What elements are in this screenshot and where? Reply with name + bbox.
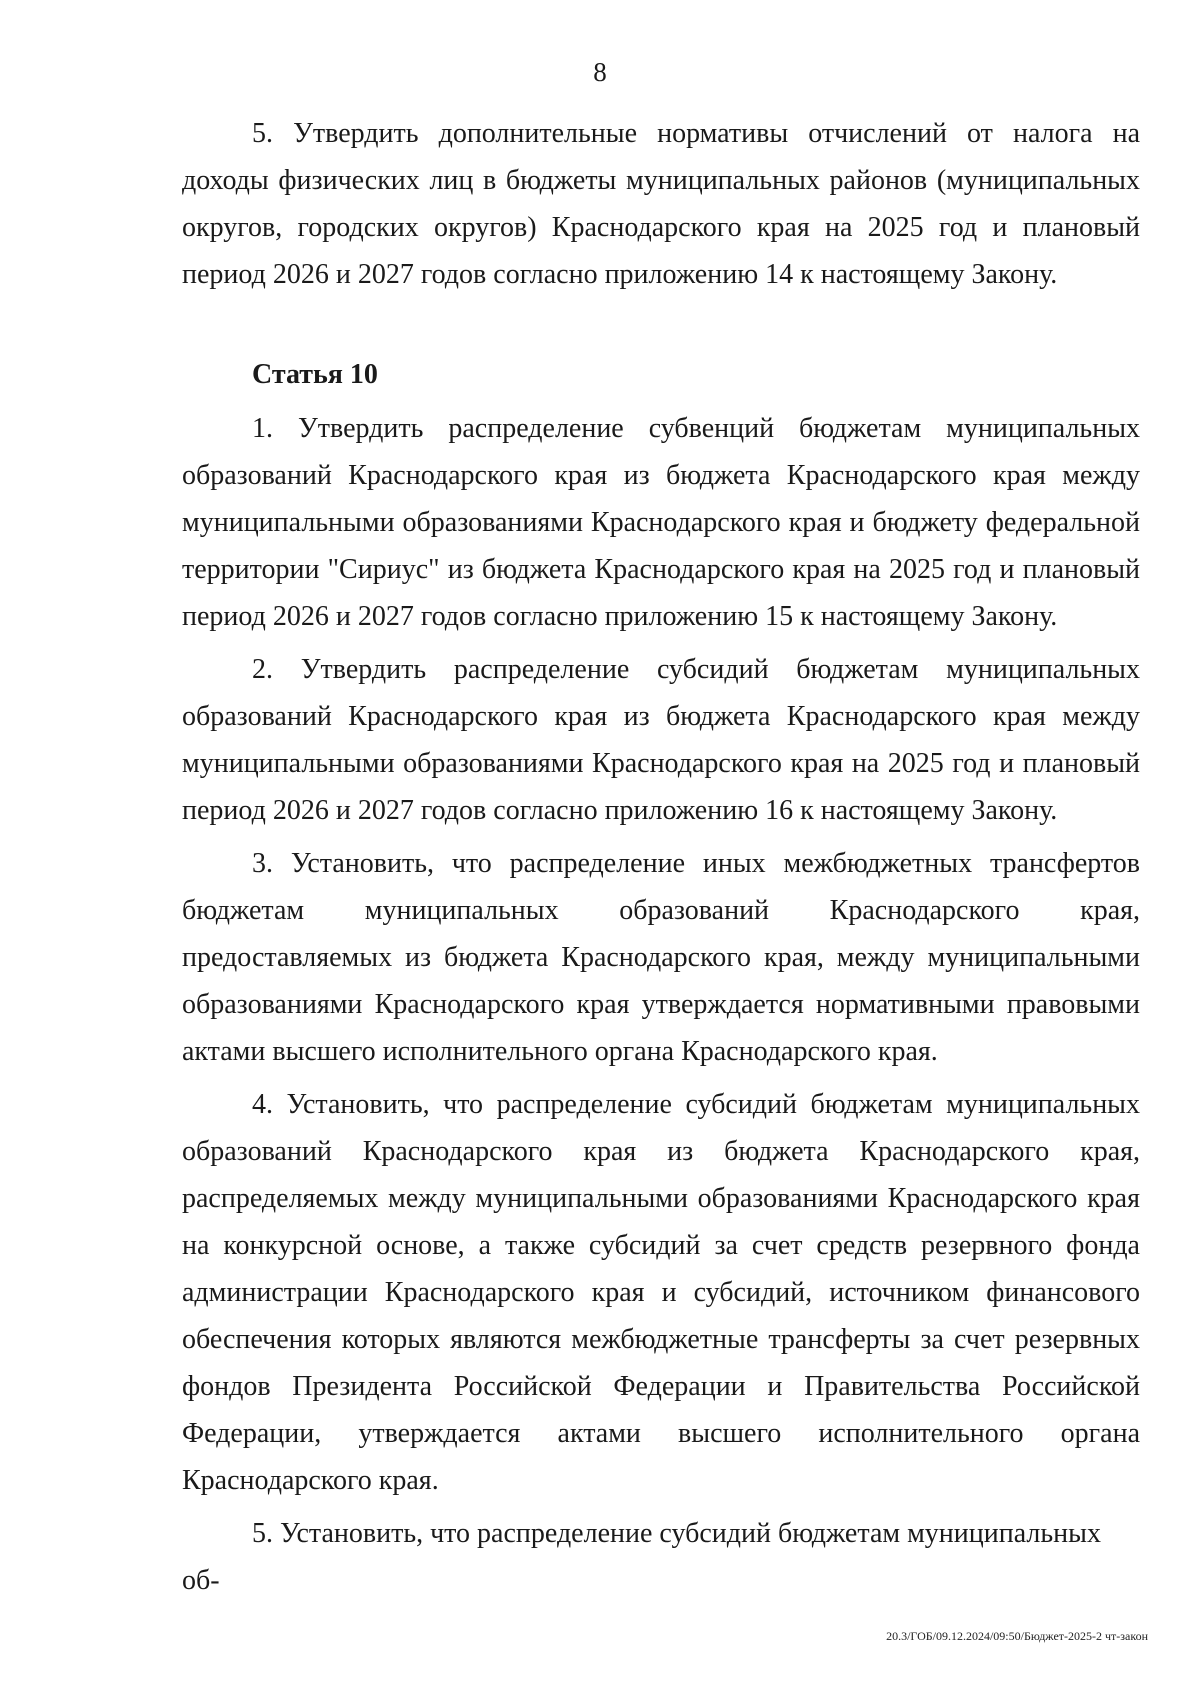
document-code-footer: 20.3/ГОБ/09.12.2024/09:50/Бюджет-2025-2 чт-закон [886, 1629, 1148, 1643]
paragraph-5-tax-norms: 5. Утвердить дополнительные нормативы отчислений от налога на доходы физических лиц в бюджеты муниципальных районов (муниципальных округов, городских округов) Краснодарского края на 2025 год и плановый период 2026 и 2027 годов согласно приложению 14 к настоящему Закону. [182, 118, 1140, 290]
page-number: 8 [593, 57, 607, 87]
article-paragraph-2: 2. Утвердить распределение субсидий бюджетам муниципальных образований Краснодарского края из бюджета Краснодарского края между муниципальными образованиями Краснодарского края на 2025 год и плановый период 2026 и 2027 годов согласно приложению 16 к настоящему Закону. [182, 654, 1140, 826]
article-paragraph-3: 3. Установить, что распределение иных межбюджетных трансфертов бюджетам муниципальных образований Краснодарского края, предоставляемых из бюджета Краснодарского края, между муниципальными образованиями Краснодарского края утверждается нормативными правовыми актами высшего исполнительного органа Краснодарского края. [182, 848, 1140, 1067]
document-body [182, 110, 1140, 1610]
article-paragraph-5: 5. Установить, что распределение субсидий бюджетам муниципальных об- [182, 1518, 1101, 1596]
article-heading: Статья 10 [252, 359, 378, 390]
article-paragraph-4: 4. Установить, что распределение субсидий бюджетам муниципальных образований Краснодарского края из бюджета Краснодарского края, распределяемых между муниципальными образованиями Краснодарского края на конкурсной основе, а также субсидий за счет средств резервного фонда администрации Краснодарского края и субсидий, источником финансового обеспечения которых являются межбюджетные трансферты за счет резервных фондов Президента Российской Федерации и Правительства Российской Федерации, утверждается актами высшего исполнительного органа Краснодарского края. [182, 1089, 1140, 1496]
article-paragraph-1: 1. Утвердить распределение субвенций бюджетам муниципальных образований Краснодарского края из бюджета Краснодарского края между муниципальными образованиями Краснодарского края и бюджету федеральной территории "Сириус" из бюджета Краснодарского края на 2025 год и плановый период 2026 и 2027 годов согласно приложению 15 к настоящему Закону. [182, 413, 1140, 632]
